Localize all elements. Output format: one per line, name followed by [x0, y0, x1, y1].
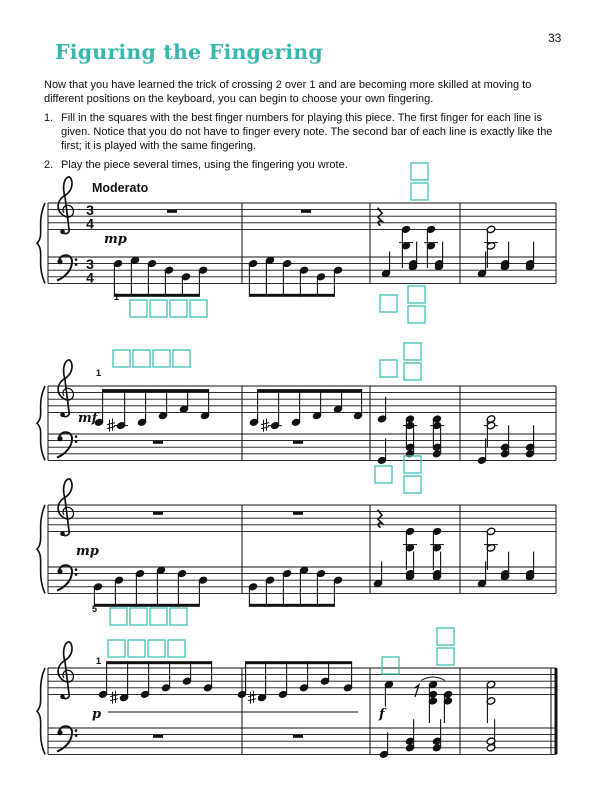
intro-text: Now that you have learned the trick of crossing 2 over 1 and are becoming more skilled at moving to different positions on the keyboard, you can begin to choose your own fingering. [44, 79, 532, 106]
fingering-box [133, 350, 150, 367]
tempo-marking: Moderato [92, 181, 149, 195]
grand-staff-brace [37, 668, 45, 754]
fingering-box [375, 466, 392, 483]
note-beam [114, 294, 199, 297]
fingering-box [113, 350, 130, 367]
fingering-box [153, 350, 170, 367]
music-score [37, 163, 556, 759]
fingering-box [382, 657, 399, 674]
fingering-box [380, 360, 397, 377]
eighth-rest [415, 685, 419, 697]
fingering-box [411, 183, 428, 200]
fingering-box [110, 608, 127, 625]
whole-rest [301, 210, 311, 213]
whole-rest [167, 210, 177, 213]
music-system-3 [37, 479, 556, 625]
fingering-box [130, 300, 147, 317]
whole-rest [153, 735, 163, 738]
fingering-box [411, 163, 428, 180]
step-number: 1. [44, 112, 54, 124]
fingering-box [437, 648, 454, 665]
step-number: 2. [44, 158, 54, 171]
fingering-box [173, 350, 190, 367]
time-signature-bottom: 4 [86, 269, 94, 286]
fingering-box [170, 300, 187, 317]
fingering-box [168, 640, 185, 657]
time-signature-top: 3 [86, 202, 94, 219]
fingering-box [128, 640, 145, 657]
note-beam [103, 389, 209, 392]
dynamic-marking: mp [104, 232, 127, 247]
grand-staff-brace [37, 386, 45, 460]
step-text: Fill in the squares with the best finger numbers for playing this piece. The first finger for each line is given. Notice that you do not have to finger every note. The second bar of each line is exactly like the first; it is played with the same fingering. [61, 112, 553, 153]
note-beam [249, 294, 334, 297]
fingering-box [437, 628, 454, 645]
sharp-sign [261, 419, 269, 432]
treble-clef [58, 177, 73, 234]
fingering-box [130, 608, 147, 625]
sharp-sign [248, 691, 256, 704]
tie [421, 677, 445, 681]
given-finger-number: 5 [92, 604, 98, 614]
treble-clef [58, 360, 73, 417]
note-beam [258, 389, 362, 392]
fingering-box [404, 476, 421, 493]
whole-rest [293, 735, 303, 738]
grand-staff-brace [37, 505, 45, 593]
fingering-box [150, 608, 167, 625]
dynamic-marking: mp [76, 544, 99, 559]
whole-rest [293, 512, 303, 515]
time-signature-bottom: 4 [86, 215, 94, 232]
music-system-4 [37, 628, 556, 759]
dynamic-marking: f [379, 707, 385, 722]
given-finger-number: 1 [96, 368, 102, 378]
page-number: 33 [548, 31, 562, 45]
treble-clef [58, 642, 73, 699]
fingering-box [380, 295, 397, 312]
fingering-box [148, 640, 165, 657]
whole-rest [293, 441, 303, 444]
fingering-box [170, 608, 187, 625]
note-beam [107, 661, 212, 664]
dynamic-marking: mf [78, 411, 98, 426]
whole-rest [153, 512, 163, 515]
treble-clef [58, 479, 73, 536]
note-beam [94, 604, 199, 607]
whole-rest [153, 441, 163, 444]
fingering-box [408, 286, 425, 303]
fingering-box [404, 343, 421, 360]
sharp-sign [110, 691, 118, 704]
note-beam [246, 661, 352, 664]
note-beam [249, 604, 334, 607]
fingering-box [404, 363, 421, 380]
fingering-box [408, 306, 425, 323]
page-title: Figuring the Fingering [55, 40, 323, 64]
fingering-box [190, 300, 207, 317]
grand-staff-brace [37, 203, 45, 283]
dynamic-marking: p [92, 707, 102, 722]
sharp-sign [107, 419, 115, 432]
fingering-box [150, 300, 167, 317]
music-system-2 [37, 343, 556, 493]
given-finger-number: 1 [114, 292, 120, 302]
given-finger-number: 1 [96, 656, 102, 666]
time-signature-top: 3 [86, 256, 94, 273]
fingering-box [108, 640, 125, 657]
fingering-box [404, 456, 421, 473]
step-text: Play the piece several times, using the fingering you wrote. [61, 158, 348, 171]
